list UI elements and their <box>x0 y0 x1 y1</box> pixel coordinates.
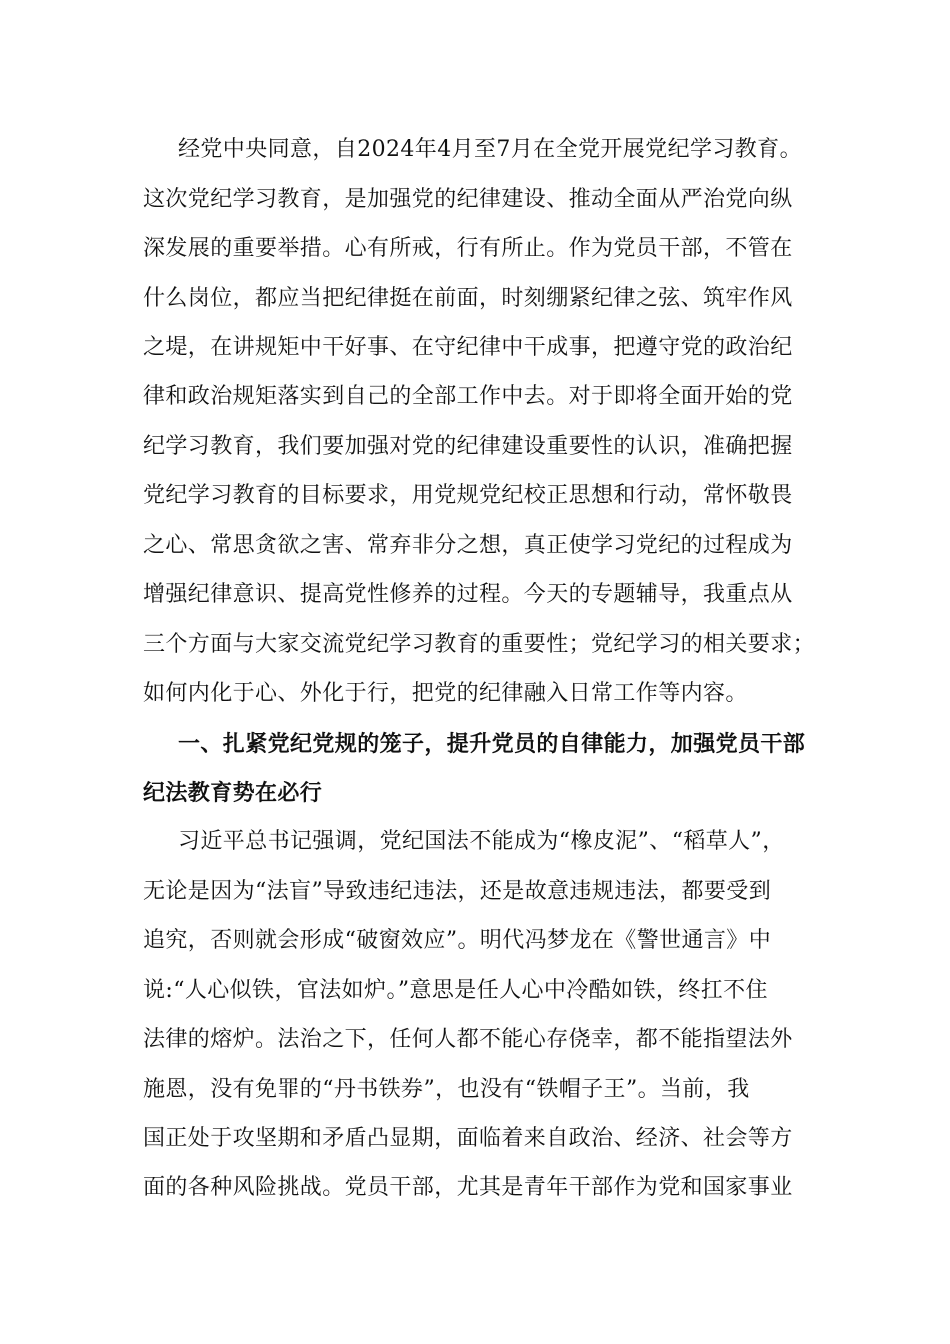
body-text-line: 面的各种风险挑战。党员干部，尤其是青年干部作为党和国家事业 <box>143 1175 793 1200</box>
body-text-line: 三个方面与大家交流党纪学习教育的重要性；党纪学习的相关要求； <box>143 632 816 657</box>
body-text-line: 纪学习教育，我们要加强对党的纪律建设重要性的认识，准确把握 <box>143 434 793 459</box>
body-text-line: 国正处于攻坚期和矛盾凸显期，面临着来自政治、经济、社会等方 <box>143 1126 793 1151</box>
body-text-line: 增强纪律意识、提高党性修养的过程。今天的专题辅导，我重点从 <box>143 582 793 607</box>
body-text-line: 施恩，没有免罪的“丹书铁券”，也没有“铁帽子王”。当前，我 <box>143 1077 750 1102</box>
section-heading-line: 一、扎紧党纪党规的笼子，提升党员的自律能力，加强党员干部 <box>178 731 806 757</box>
body-text-line: 习近平总书记强调，党纪国法不能成为“橡皮泥”、“稻草人”， <box>178 829 785 854</box>
body-text-line: 法律的熔炉。法治之下，任何人都不能心存侥幸，都不能指望法外 <box>143 1027 793 1052</box>
body-text-line: 追究，否则就会形成“破窗效应”。明代冯梦龙在《警世通言》中 <box>143 928 772 953</box>
body-text-line: 律和政治规矩落实到自己的全部工作中去。对于即将全面开始的党 <box>143 384 793 409</box>
body-text-line: 说:“人心似铁，官法如炉。”意思是任人心中冷酷如铁，终扛不住 <box>143 978 768 1003</box>
body-text-line: 经党中央同意，自2024年4月至7月在全党开展党纪学习教育。 <box>178 137 802 162</box>
body-text-line: 之堤，在讲规矩中干好事、在守纪律中干成事，把遵守党的政治纪 <box>143 335 793 360</box>
body-text-line: 深发展的重要举措。心有所戒，行有所止。作为党员干部，不管在 <box>143 236 793 261</box>
body-text-line: 之心、常思贪欲之害、常弃非分之想，真正使学习党纪的过程成为 <box>143 533 793 558</box>
body-text-line: 党纪学习教育的目标要求，用党规党纪校正思想和行动，常怀敬畏 <box>143 483 793 508</box>
section-heading-line: 纪法教育势在必行 <box>143 780 323 806</box>
body-text-line: 如何内化于心、外化于行，把党的纪律融入日常工作等内容。 <box>143 681 748 706</box>
body-text-line: 无论是因为“法盲”导致违纪违法，还是故意违规违法，都要受到 <box>143 879 772 904</box>
body-text-line: 什么岗位，都应当把纪律挺在前面，时刻绷紧纪律之弦、筑牢作风 <box>143 286 793 311</box>
body-text-line: 这次党纪学习教育，是加强党的纪律建设、推动全面从严治党向纵 <box>143 187 793 212</box>
